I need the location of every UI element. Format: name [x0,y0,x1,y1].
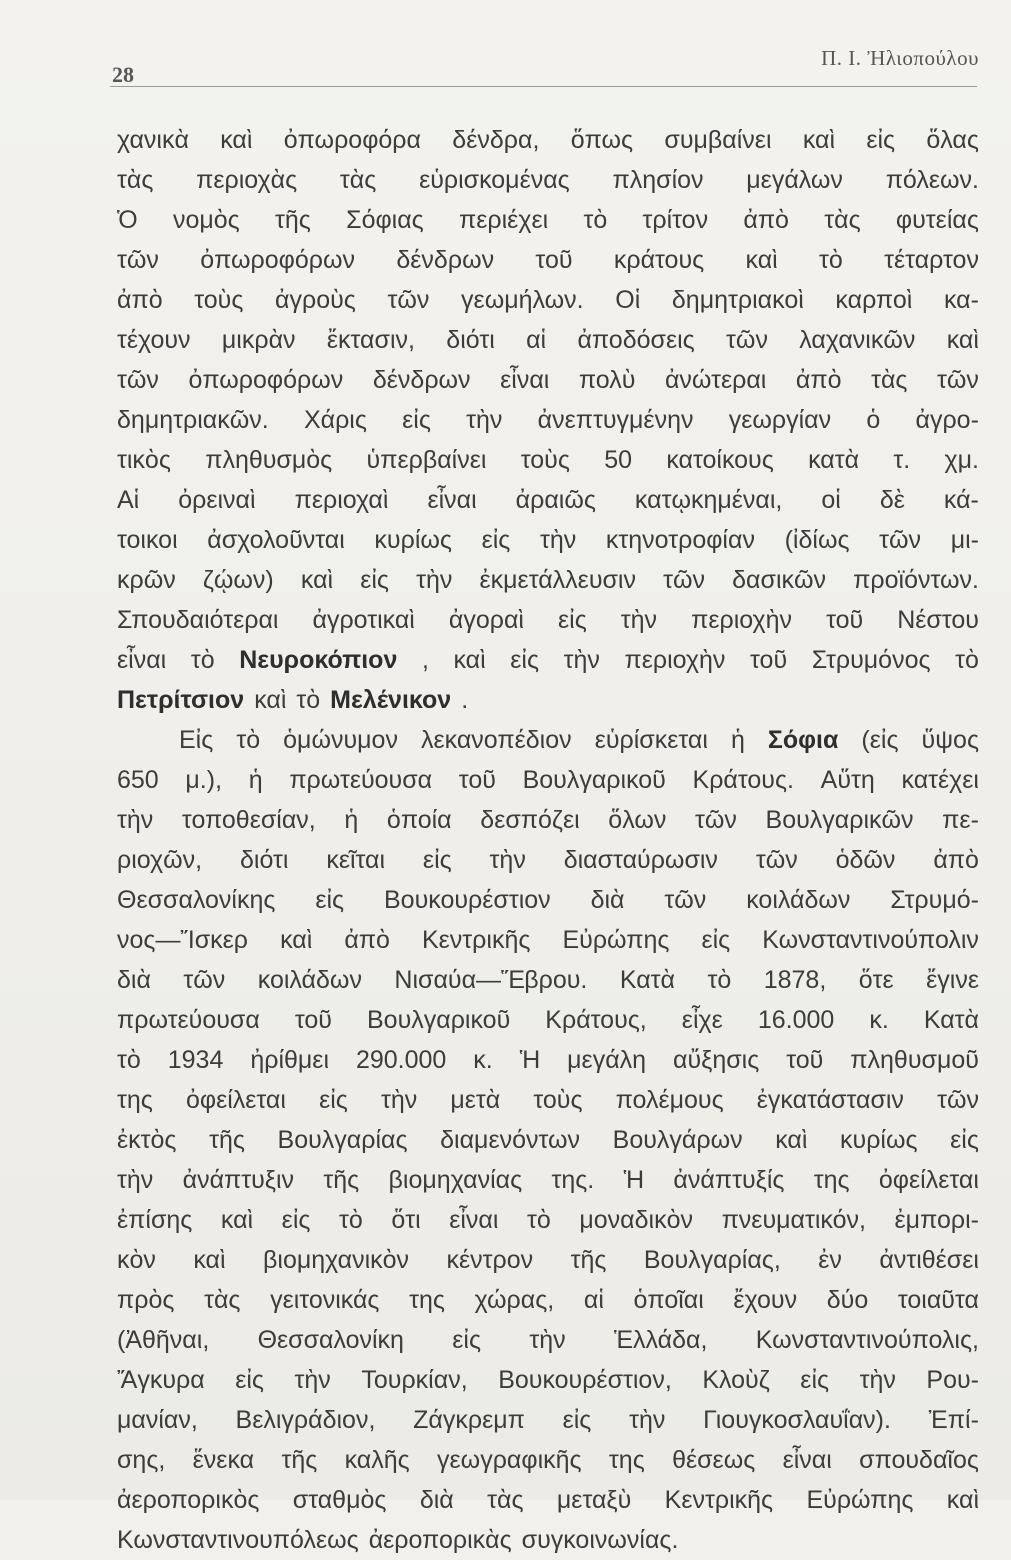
text-line: κρῶν ζῴων) καὶ εἰς τὴν ἐκμετάλλευσιν τῶν δασικῶν προϊόντων. [117,566,979,594]
text-line: Θεσσαλονίκης εἰς Βουκουρέστιον διὰ τῶν κοιλάδων Στρυμό- [117,886,979,914]
text-line: τὴν ἀνάπτυξιν τῆς βιομηχανίας της. Ἡ ἀνάπτυξίς της ὀφείλεται [117,1166,979,1194]
text-line: τοικοι ἀσχολοῦνται κυρίως εἰς τὴν κτηνοτροφίαν (ἰδίως τῶν μι- [117,526,979,554]
text-line: Κωνσταντινουπόλεως ἀεροπορικὰς συγκοινωνίας. [117,1526,679,1554]
text-line: Εἰς τὸ ὁμώνυμον λεκανοπέδιον εὑρίσκεται ἡ Σόφια (εἰς ὕψος [179,726,979,754]
text-line: Σπουδαιότεραι ἀγροτικαὶ ἀγοραὶ εἰς τὴν περιοχὴν τοῦ Νέστου [117,606,979,634]
text-line: κὸν καὶ βιομηχανικὸν κέντρον τῆς Βουλγαρίας, ἐν ἀντιθέσει [117,1246,979,1274]
text-line: σης, ἕνεκα τῆς καλῆς γεωγραφικῆς της θέσεως εἶναι σπουδαῖος [117,1446,979,1474]
running-head: Π. Ι. Ἠλιοπούλου [821,46,979,70]
text-line: μανίαν, Βελιγράδιον, Ζάγκρεμπ εἰς τὴν Γιουγκοσλαυΐαν). Ἐπί- [117,1406,979,1434]
text-line: εἶναι τὸ Νευροκόπιον , καὶ εἰς τὴν περιοχὴν τοῦ Στρυμόνος τὸ [117,646,979,674]
text-line: τὰς περιοχὰς τὰς εὑρισκομένας πλησίον μεγάλων πόλεων. [117,166,979,194]
text-line: ἐπίσης καὶ εἰς τὸ ὅτι εἶναι τὸ μοναδικὸν πνευματικόν, ἐμπορι- [117,1206,979,1234]
header-rule [110,86,977,87]
page-number: 28 [112,62,134,87]
body-text [117,120,979,1560]
text-line: τῶν ὀπωροφόρων δένδρων τοῦ κράτους καὶ τὸ τέταρτον [117,246,979,274]
text-line: δημητριακῶν. Χάρις εἰς τὴν ἀνεπτυγμένην γεωργίαν ὁ ἀγρο- [117,406,979,434]
text-line: διὰ τῶν κοιλάδων Νισαύα—Ἕβρου. Κατὰ τὸ 1878, ὅτε ἔγινε [117,966,979,994]
text-line: τικὸς πληθυσμὸς ὑπερβαίνει τοὺς 50 κατοίκους κατὰ τ. χμ. [117,446,979,474]
text-line: νος—Ἴσκερ καὶ ἀπὸ Κεντρικῆς Εὐρώπης εἰς Κωνσταντινούπολιν [117,926,979,954]
text-line: πρὸς τὰς γειτονικάς της χώρας, αἱ ὁποῖαι ἔχουν δύο τοιαῦτα [117,1286,979,1314]
text-line: ἀπὸ τοὺς ἀγροὺς τῶν γεωμήλων. Οἱ δημητριακοὶ καρποὶ κα- [117,286,979,314]
text-line: πρωτεύουσα τοῦ Βουλγαρικοῦ Κράτους, εἶχε 16.000 κ. Κατὰ [117,1006,979,1034]
text-line: ἀεροπορικὸς σταθμὸς διὰ τὰς μεταξὺ Κεντρικῆς Εὐρώπης καὶ [117,1486,979,1514]
text-line: ἐκτὸς τῆς Βουλγαρίας διαμενόντων Βουλγάρων καὶ κυρίως εἰς [117,1126,979,1154]
text-line: ριοχῶν, διότι κεῖται εἰς τὴν διασταύρωσιν τῶν ὁδῶν ἀπὸ [117,846,979,874]
text-line: Πετρίτσιον καὶ τὸ Μελένικον . [117,686,469,714]
text-line: 650 μ.), ἡ πρωτεύουσα τοῦ Βουλγαρικοῦ Κράτους. Αὕτη κατέχει [117,766,979,794]
page-header [110,46,979,86]
text-line: της ὀφείλεται εἰς τὴν μετὰ τοὺς πολέμους ἐγκατάστασιν τῶν [117,1086,979,1114]
text-line: Αἱ ὀρειναὶ περιοχαὶ εἶναι ἀραιῶς κατῳκημέναι, οἱ δὲ κά- [117,486,979,514]
text-line: χανικὰ καὶ ὀπωροφόρα δένδρα, ὅπως συμβαίνει καὶ εἰς ὅλας [117,126,979,154]
text-line: Ὁ νομὸς τῆς Σόφιας περιέχει τὸ τρίτον ἀπὸ τὰς φυτείας [117,206,979,234]
text-line: τὴν τοποθεσίαν, ἡ ὁποία δεσπόζει ὅλων τῶν Βουλγαρικῶν πε- [117,806,979,834]
text-line: Ἄγκυρα εἰς τὴν Τουρκίαν, Βουκουρέστιον, Κλοὺζ εἰς τὴν Ρου- [117,1366,979,1394]
text-line: (Ἀθῆναι, Θεσσαλονίκη εἰς τὴν Ἑλλάδα, Κωνσταντινούπολις, [117,1326,979,1354]
text-line: τῶν ὀπωροφόρων δένδρων εἶναι πολὺ ἀνώτεραι ἀπὸ τὰς τῶν [117,366,979,394]
text-line: τέχουν μικρὰν ἔκτασιν, διότι αἱ ἀποδόσεις τῶν λαχανικῶν καὶ [117,326,979,354]
text-line: τὸ 1934 ἠρίθμει 290.000 κ. Ἡ μεγάλη αὔξησις τοῦ πληθυσμοῦ [117,1046,979,1074]
